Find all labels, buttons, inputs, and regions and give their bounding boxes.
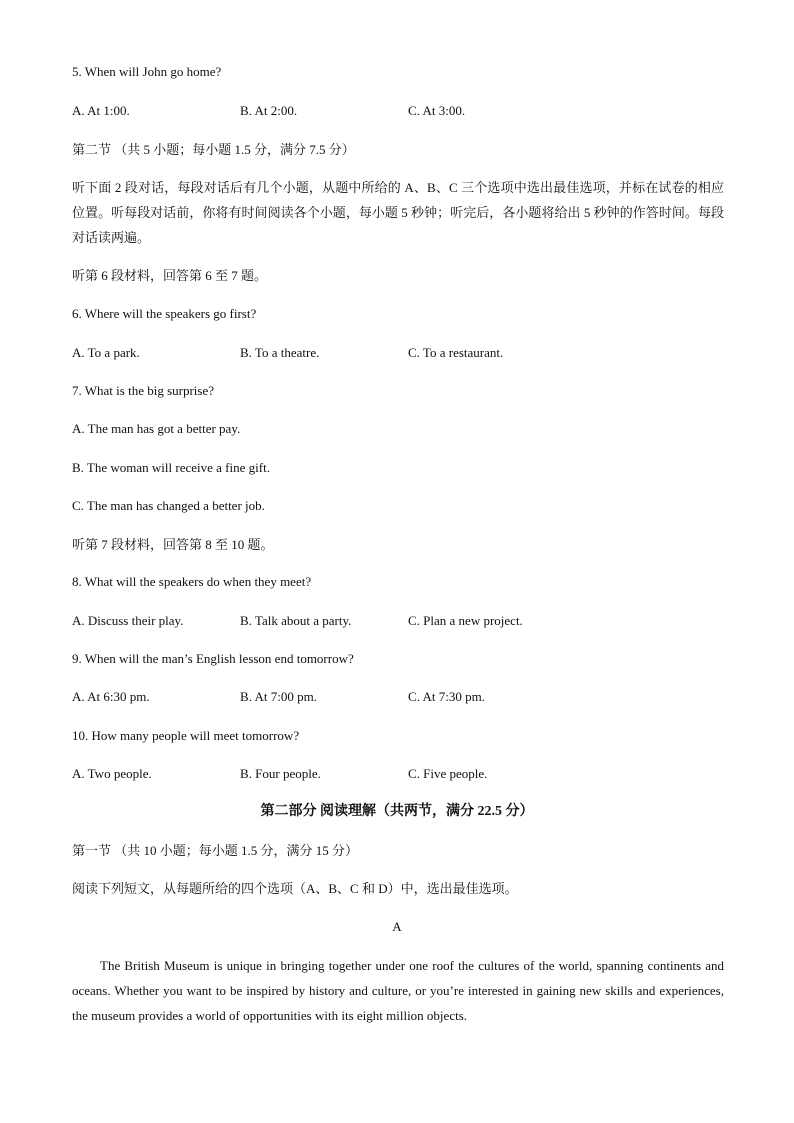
section-2-heading: 第二节 （共 5 小题；每小题 1.5 分，满分 7.5 分） xyxy=(72,142,355,157)
question-8-option-a: A. Discuss their play. xyxy=(72,613,184,628)
question-10-stem: 10. How many people will meet tomorrow? xyxy=(72,728,300,743)
question-7-stem: 7. What is the big surprise? xyxy=(72,383,215,398)
question-6-option-c: C. To a restaurant. xyxy=(408,345,504,360)
question-10-option-c: C. Five people. xyxy=(408,766,488,781)
question-5-stem: 5. When will John go home? xyxy=(72,64,222,79)
question-8-stem: 8. What will the speakers do when they meet? xyxy=(72,574,312,589)
question-6-option-b: B. To a theatre. xyxy=(240,345,320,360)
question-6-option-a: A. To a park. xyxy=(72,345,140,360)
question-8-option-c: C. Plan a new project. xyxy=(408,613,523,628)
part-2-heading: 第二部分 阅读理解（共两节，满分 22.5 分） xyxy=(260,804,534,819)
material-6-note: 听第 6 段材料，回答第 6 至 7 题。 xyxy=(72,268,268,283)
material-7-note: 听第 7 段材料，回答第 8 至 10 题。 xyxy=(72,537,274,552)
part-2-section-1-heading: 第一节 （共 10 小题；每小题 1.5 分，满分 15 分） xyxy=(72,843,359,858)
question-9-option-b: B. At 7:00 pm. xyxy=(240,689,317,704)
question-9-option-a: A. At 6:30 pm. xyxy=(72,689,150,704)
question-10-option-a: A. Two people. xyxy=(72,766,152,781)
part-2-instructions: 阅读下列短文，从每题所给的四个选项（A、B、C 和 D）中，选出最佳选项。 xyxy=(72,881,518,896)
question-5-option-b: B. At 2:00. xyxy=(240,103,298,118)
question-9-option-c: C. At 7:30 pm. xyxy=(408,689,485,704)
question-8-option-b: B. Talk about a party. xyxy=(240,613,352,628)
question-9-stem: 9. When will the man’s English lesson end tomorrow? xyxy=(72,651,354,666)
question-7-option-b: B. The woman will receive a fine gift. xyxy=(72,460,270,475)
question-7-option-c: C. The man has changed a better job. xyxy=(72,498,265,513)
passage-label: A xyxy=(392,919,402,934)
question-5-option-a: A. At 1:00. xyxy=(72,103,130,118)
question-7-option-a: A. The man has got a better pay. xyxy=(72,421,241,436)
question-10-option-b: B. Four people. xyxy=(240,766,321,781)
section-2-instructions: 听下面 2 段对话，每段对话后有几个小题，从题中所给的 A、B、C 三个选项中选出最佳选项，并标在试卷的相应位置。听每段对话前，你将有时间阅读各个小题，每小题 5 秒钟；听完后，各小题将给出 5 秒钟的作答时间。每段对话读两遍。 xyxy=(72,180,724,245)
question-6-stem: 6. Where will the speakers go first? xyxy=(72,306,257,321)
question-5-option-c: C. At 3:00. xyxy=(408,103,466,118)
passage-text: The British Museum is unique in bringing together under one roof the cultures of the world, spanning continents and oceans. Whether you want to be inspired by history and culture, or you’re interested in gaining new skills and experiences, the museum provides a world of opportunities with its eight million objects. xyxy=(72,958,724,1023)
